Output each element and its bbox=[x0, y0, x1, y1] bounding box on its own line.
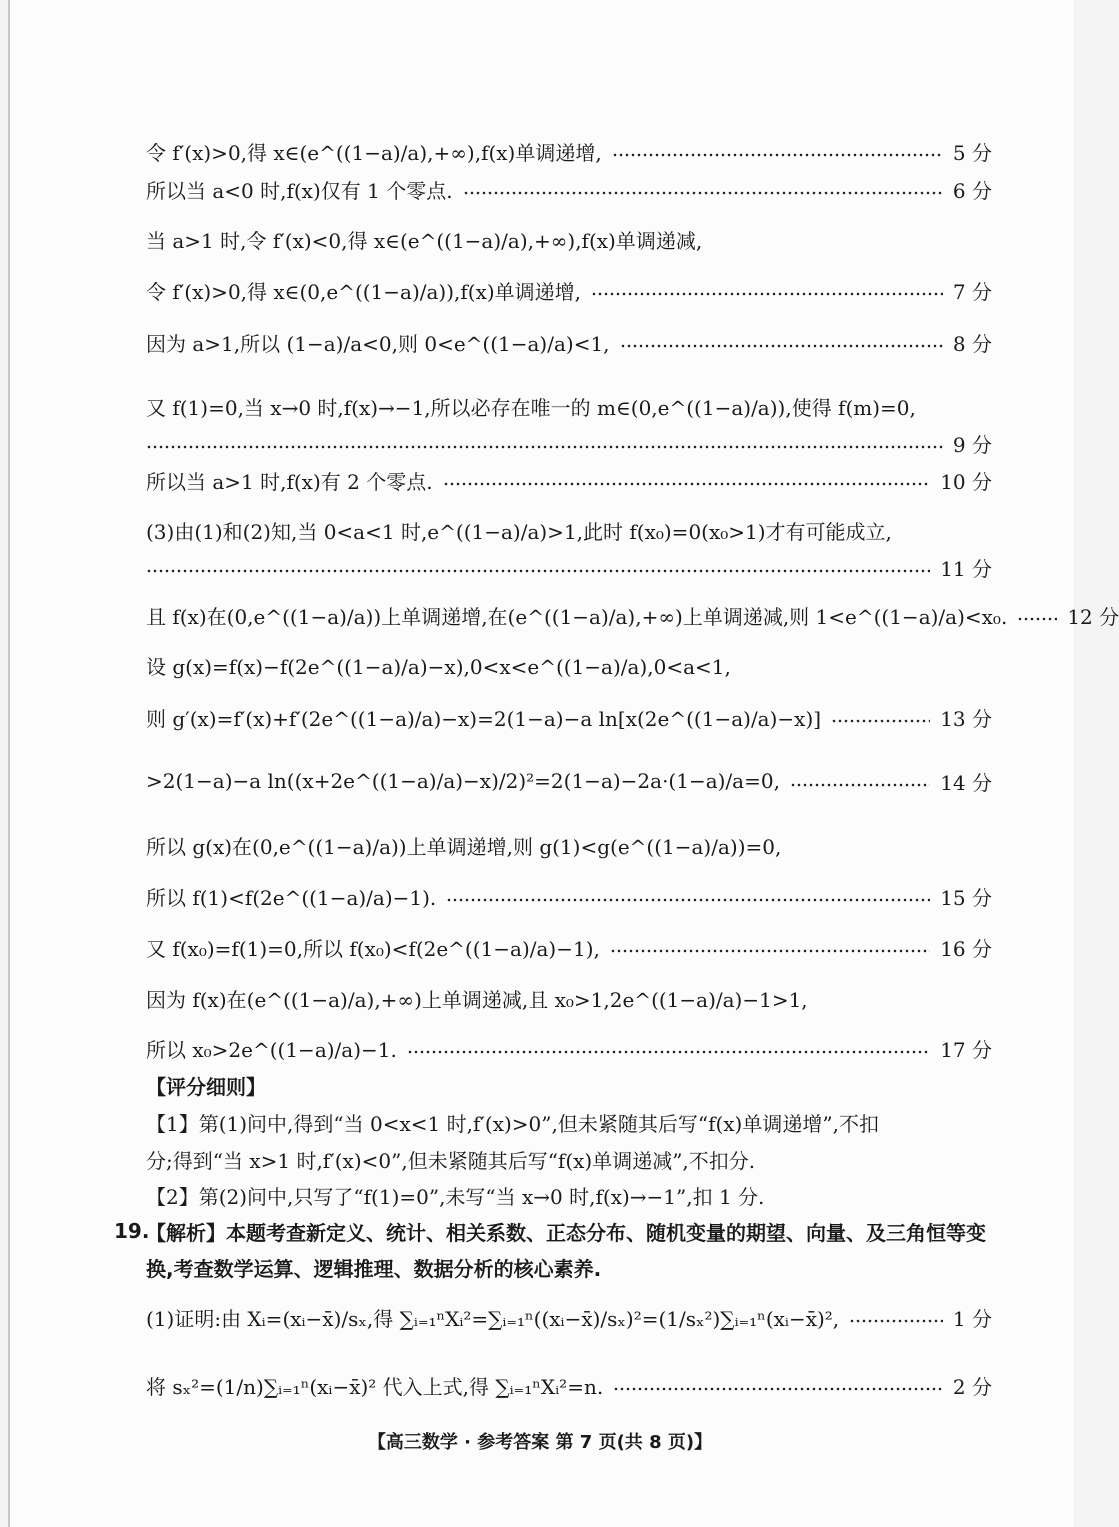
score-label: 12 分 bbox=[1067, 604, 1119, 629]
rubric-item-text: 【2】第(2)问中,只写了“f(1)=0”,未写“当 x→0 时,f(x)→−1”,扣 1 分. bbox=[146, 1184, 765, 1209]
line-text: 设 g(x)=f(x)−f(2e^((1−a)/a)−x),0<x<e^((1−a)/a),0<a<1, bbox=[146, 654, 731, 679]
dot-leader bbox=[407, 1031, 930, 1065]
dot-leader bbox=[591, 273, 943, 307]
solution-line bbox=[146, 828, 992, 862]
dot-leader bbox=[1017, 598, 1057, 632]
line-text: 令 f′(x)>0,得 x∈(0,e^((1−a)/a)),f(x)单调递增, bbox=[146, 279, 582, 304]
dot-leader bbox=[443, 463, 931, 497]
q19-analysis bbox=[114, 1214, 992, 1248]
score-label: 17 分 bbox=[940, 1037, 992, 1062]
rubric-item bbox=[146, 1178, 992, 1212]
solution-line bbox=[146, 930, 992, 964]
solution-line bbox=[146, 325, 992, 359]
solution-line bbox=[146, 389, 992, 423]
line-text: 因为 a>1,所以 (1−a)/a<0,则 0<e^((1−a)/a)<1, bbox=[146, 331, 610, 356]
dot-leader bbox=[463, 172, 943, 206]
line-text: >2(1−a)−a ln((x+2e^((1−a)/a)−x)/2)²=2(1−a)−2a·(1−a)/a=0, bbox=[146, 769, 780, 793]
score-label: 1 分 bbox=[952, 1306, 992, 1331]
line-text: 令 f′(x)>0,得 x∈(e^((1−a)/a),+∞),f(x)单调递增, bbox=[146, 140, 602, 165]
line-text: 当 a>1 时,令 f′(x)<0,得 x∈(e^((1−a)/a),+∞),f(x)单调递减, bbox=[146, 228, 703, 253]
solution-line bbox=[146, 1368, 992, 1402]
line-text: 所以 g(x)在(0,e^((1−a)/a))上单调递增,则 g(1)<g(e^((1−a)/a))=0, bbox=[146, 834, 782, 859]
dot-leader bbox=[831, 700, 930, 734]
solution-line bbox=[146, 648, 992, 682]
rubric-item-text: 【1】第(1)问中,得到“当 0<x<1 时,f′(x)>0”,但未紧随其后写“f(x)单调递增”,不扣 bbox=[146, 1111, 879, 1136]
rubric-heading bbox=[146, 1068, 992, 1102]
score-label: 11 分 bbox=[940, 556, 992, 581]
rubric-item bbox=[146, 1105, 992, 1139]
dot-leader bbox=[146, 550, 930, 584]
dot-leader bbox=[849, 1300, 943, 1334]
solution-line bbox=[146, 700, 992, 734]
solution-line bbox=[146, 134, 992, 168]
solution-line bbox=[146, 273, 992, 307]
line-text: 又 f(1)=0,当 x→0 时,f(x)→−1,所以必存在唯一的 m∈(0,e^((1−a)/a)),使得 f(m)=0, bbox=[146, 395, 916, 420]
analysis-text: 【解析】本题考查新定义、统计、相关系数、正态分布、随机变量的期望、向量、及三角恒等变 bbox=[146, 1220, 986, 1245]
solution-line bbox=[146, 513, 992, 547]
solution-line bbox=[146, 463, 992, 497]
score-label: 15 分 bbox=[940, 885, 992, 910]
dot-leader bbox=[613, 1368, 943, 1402]
line-text: 所以当 a>1 时,f(x)有 2 个零点. bbox=[146, 469, 433, 494]
score-label: 16 分 bbox=[940, 936, 992, 961]
line-text: 所以当 a<0 时,f(x)仅有 1 个零点. bbox=[146, 178, 453, 203]
line-text: 所以 x₀>2e^((1−a)/a)−1. bbox=[146, 1037, 397, 1062]
solution-line bbox=[146, 764, 992, 798]
rubric-item bbox=[146, 1142, 992, 1176]
score-label: 2 分 bbox=[952, 1374, 992, 1399]
solution-line bbox=[146, 1300, 992, 1334]
q19-analysis-cont bbox=[146, 1250, 992, 1284]
page-footer: 【高三数学 · 参考答案 第 7 页(共 8 页)】 bbox=[367, 1432, 713, 1453]
line-text: 又 f(x₀)=f(1)=0,所以 f(x₀)<f(2e^((1−a)/a)−1), bbox=[146, 936, 600, 961]
line-text: 所以 f(1)<f(2e^((1−a)/a)−1). bbox=[146, 885, 437, 910]
line-text: (1)证明:由 Xᵢ=(xᵢ−x̄)/sₓ,得 ∑ᵢ₌₁ⁿXᵢ²=∑ᵢ₌₁ⁿ((xᵢ−x̄)/sₓ)²=(1/sₓ²)∑ᵢ₌₁ⁿ(xᵢ−x̄)², bbox=[146, 1306, 840, 1331]
line-text: 且 f(x)在(0,e^((1−a)/a))上单调递增,在(e^((1−a)/a),+∞)上单调递减,则 1<e^((1−a)/a)<x₀. bbox=[146, 604, 1008, 629]
solution-line bbox=[146, 550, 992, 584]
question-number: 19. bbox=[114, 1219, 150, 1243]
score-label: 5 分 bbox=[952, 140, 992, 165]
rubric-item-text: 分;得到“当 x>1 时,f′(x)<0”,但未紧随其后写“f(x)单调递减”,不扣分. bbox=[146, 1148, 756, 1173]
solution-line bbox=[146, 426, 992, 460]
dot-leader bbox=[790, 764, 930, 798]
line-text: 将 sₓ²=(1/n)∑ᵢ₌₁ⁿ(xᵢ−x̄)² 代入上式,得 ∑ᵢ₌₁ⁿXᵢ²=n. bbox=[146, 1374, 604, 1399]
analysis-text: 换,考查数学运算、逻辑推理、数据分析的核心素养. bbox=[146, 1256, 602, 1281]
line-text: 因为 f(x)在(e^((1−a)/a),+∞)上单调递减,且 x₀>1,2e^((1−a)/a)−1>1, bbox=[146, 987, 808, 1012]
score-label: 8 分 bbox=[952, 331, 992, 356]
solution-line bbox=[146, 981, 992, 1015]
solution-line bbox=[146, 598, 1119, 632]
document-page bbox=[8, 0, 1119, 1527]
solution-line bbox=[146, 172, 992, 206]
score-label: 9 分 bbox=[952, 432, 992, 457]
score-label: 6 分 bbox=[952, 178, 992, 203]
dot-leader bbox=[610, 930, 930, 964]
dot-leader bbox=[612, 134, 943, 168]
solution-line bbox=[146, 1031, 992, 1065]
line-text: 则 g′(x)=f′(x)+f′(2e^((1−a)/a)−x)=2(1−a)−a ln[x(2e^((1−a)/a)−x)] bbox=[146, 706, 822, 731]
score-label: 7 分 bbox=[952, 279, 992, 304]
dot-leader bbox=[446, 879, 930, 913]
dot-leader bbox=[620, 325, 943, 359]
dot-leader bbox=[146, 426, 943, 460]
score-label: 10 分 bbox=[940, 469, 992, 494]
solution-line bbox=[146, 879, 992, 913]
rubric-heading-text: 【评分细则】 bbox=[146, 1074, 266, 1099]
score-label: 14 分 bbox=[940, 770, 992, 795]
solution-line bbox=[146, 222, 992, 256]
score-label: 13 分 bbox=[940, 706, 992, 731]
line-text: (3)由(1)和(2)知,当 0<a<1 时,e^((1−a)/a)>1,此时 f(x₀)=0(x₀>1)才有可能成立, bbox=[146, 519, 892, 544]
